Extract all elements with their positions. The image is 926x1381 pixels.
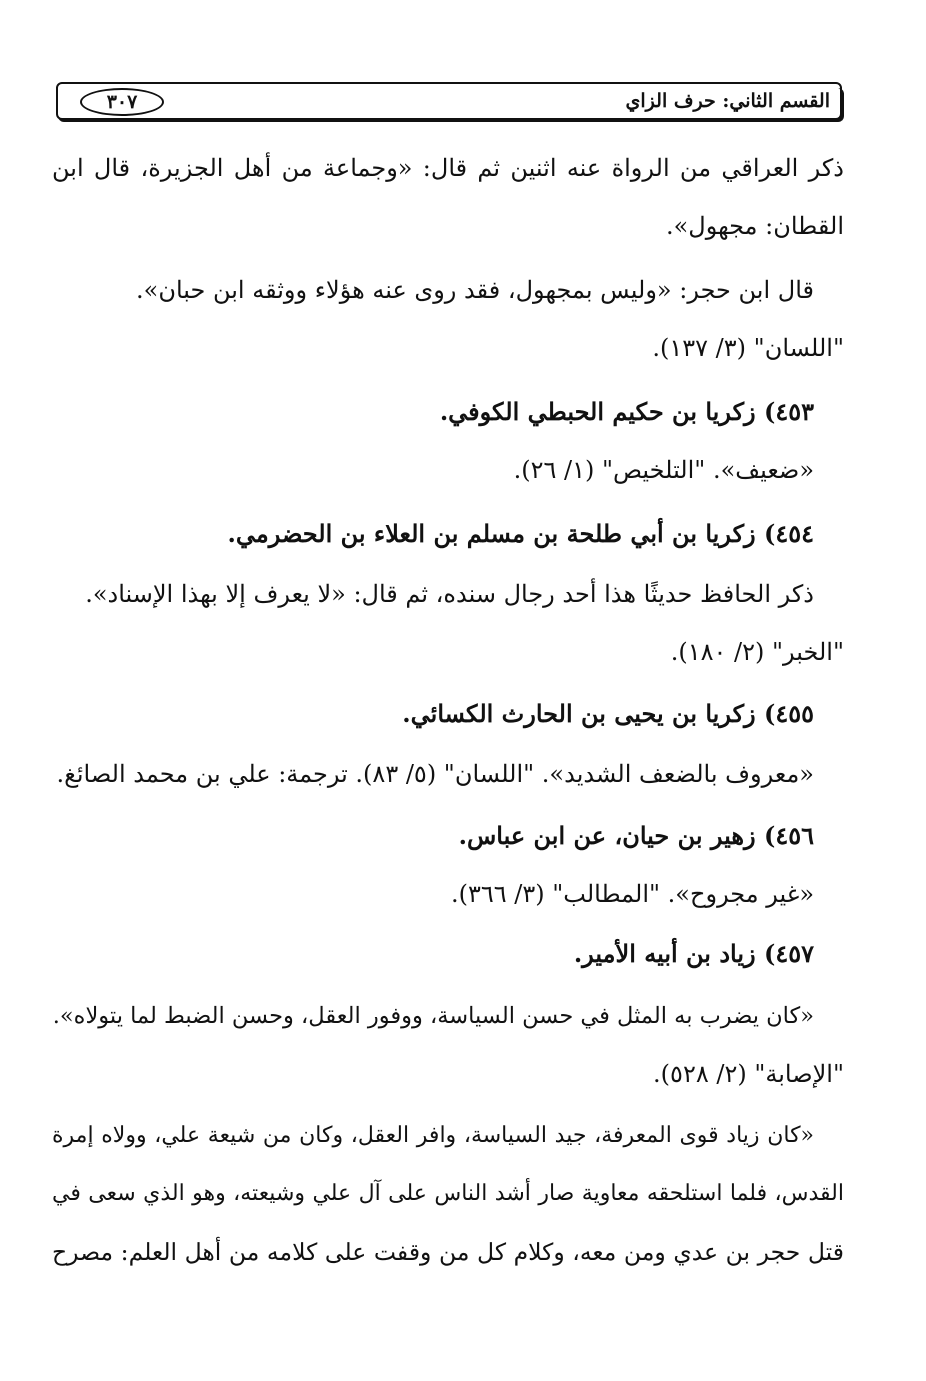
text-line-17: «كان زياد قوى المعرفة، جيد السياسة، وافر العقل، وكان من شيعة علي، وولاه إمرة: [52, 1123, 814, 1148]
entry-heading-457: ٤٥٧) زياد بن أبيه الأمير.: [573, 939, 814, 968]
running-header-title: القسم الثاني: حرف الزاي: [625, 90, 830, 112]
source-citation-2: "الخبر" (٢/ ١٨٠).: [670, 638, 844, 666]
entry-heading-456: ٤٥٦) زهير بن حيان، عن ابن عباس.: [458, 821, 814, 850]
entry-heading-453: ٤٥٣) زكريا بن حكيم الحبطي الكوفي.: [439, 397, 814, 426]
text-line-3: قال ابن حجر: «وليس بمجهول، فقد روى عنه هؤلاء ووثقه ابن حبان».: [136, 276, 814, 304]
text-line-2: القطان: مجهول».: [665, 212, 844, 240]
source-citation-3: "الإصابة" (٢/ ٥٢٨).: [653, 1060, 844, 1088]
text-line-1: ذكر العراقي من الرواة عنه اثنين ثم قال: «وجماعة من أهل الجزيرة، قال ابن: [52, 154, 844, 182]
entry-heading-455: ٤٥٥) زكريا بن يحيى بن الحارث الكسائي.: [402, 699, 814, 728]
text-line-6: «ضعيف». "التلخيص" (١/ ٢٦).: [513, 456, 814, 484]
source-citation-1: "اللسان" (٣/ ١٣٧).: [652, 334, 844, 362]
text-line-19: قتل حجر بن عدي ومن معه، وكلام كل من وقفت على كلامه من أهل العلم: مصرح: [52, 1238, 844, 1266]
text-line-15: «كان يضرب به المثل في حسن السياسة، ووفور العقل، وحسن الضبط لما يتولاه».: [52, 1003, 814, 1029]
text-line-11: «معروف بالضعف الشديد». "اللسان" (٥/ ٨٣). ترجمة: علي بن محمد الصائغ.: [56, 760, 814, 788]
text-line-18: القدس، فلما استلحقه معاوية صار أشد الناس على آل علي وشيعته، وهو الذي سعى في: [52, 1181, 844, 1206]
entry-heading-454: ٤٥٤) زكريا بن أبي طلحة بن مسلم بن العلاء بن الحضرمي.: [227, 519, 814, 548]
page-number: ٣٠٧: [80, 88, 164, 116]
text-line-8: ذكر الحافظ حديثًا هذا أحد رجال سنده، ثم قال: «لا يعرف إلا بهذا الإسناد».: [85, 580, 814, 608]
text-line-13: «غير مجروح». "المطالب" (٣/ ٣٦٦).: [450, 880, 814, 908]
